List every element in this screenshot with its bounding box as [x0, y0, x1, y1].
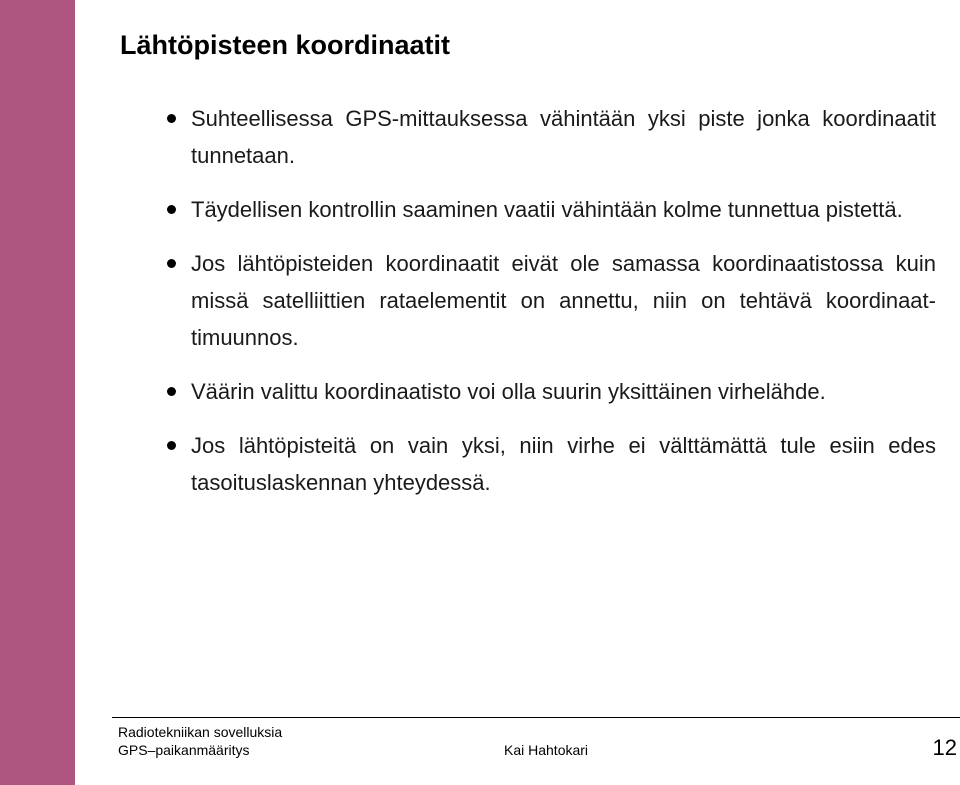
side-color-bar	[0, 0, 75, 785]
bullet-text: Jos lähtöpisteitä on vain yksi, niin virhe ei välttämättä tule esiin edes tasoituslaskennan yhteydessä.	[191, 433, 936, 495]
bullet-item	[191, 191, 936, 228]
footer-course-name: Radiotekniikan sovelluksia	[118, 724, 283, 740]
bullet-text: Jos lähtöpisteiden koordinaatit eivät ole samassa koordinaatistossa kuin missä satelliittien rataelementit on annettu, niin on tehtävä koordinaattimuunnos.	[191, 251, 936, 350]
bullet-item	[191, 427, 936, 501]
bullet-item	[191, 373, 936, 410]
bullet-dot-icon	[167, 259, 176, 268]
bullet-text: Väärin valittu koordinaatisto voi olla suurin yksittäinen virhelähde.	[191, 379, 826, 404]
page-number: 12	[932, 735, 957, 760]
footer-divider	[112, 717, 960, 718]
footer-author: Kai Hahtokari	[504, 742, 589, 758]
bullet-dot-icon	[167, 387, 176, 396]
bullet-dot-icon	[167, 441, 176, 450]
bullet-item	[191, 100, 936, 174]
bullet-item	[191, 245, 936, 356]
bullet-dot-icon	[167, 114, 176, 123]
bullet-list	[191, 100, 936, 501]
bullet-dot-icon	[167, 205, 176, 214]
bullet-text: Suhteellisessa GPS-mittauksessa vähintään yksi piste jonka koordinaatit tunnetaan.	[191, 106, 936, 168]
footer-topic: GPS–paikanmääritys	[118, 742, 250, 758]
slide-title: Lähtöpisteen koordinaatit	[120, 30, 451, 60]
bullet-text: Täydellisen kontrollin saaminen vaatii vähintään kolme tunnettua pistettä.	[191, 197, 903, 222]
